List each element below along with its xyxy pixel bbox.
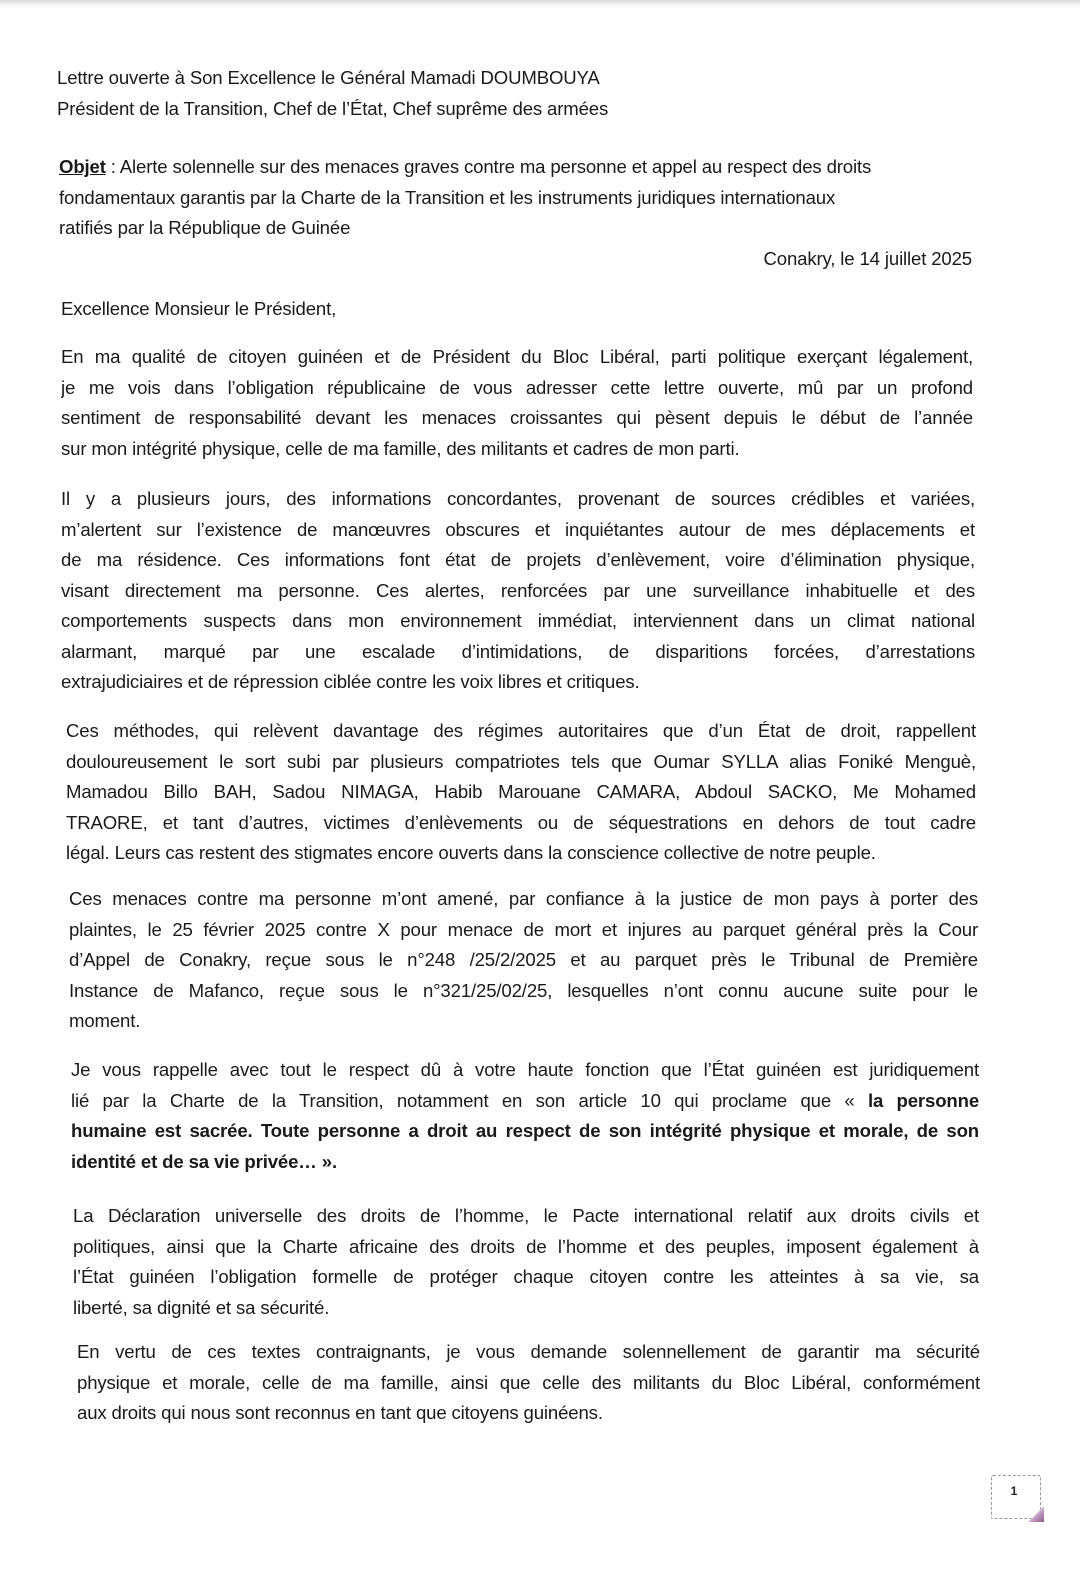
charter-quote: identité et de sa vie privée… ».: [71, 1150, 337, 1172]
paragraph-line: Je vous rappelle avec tout le respect dû à votre haute fonction que l’État guinéen est juridiquement: [71, 1059, 979, 1080]
paragraph-line: je me vois dans l’obligation républicaine de vous adresser cette lettre ouverte, mû par un profond: [61, 376, 973, 398]
paragraph-line: physique et morale, celle de ma famille, ainsi que celle des militants du Bloc Libéral, conformément: [77, 1371, 980, 1393]
subject-block: [59, 152, 979, 244]
paragraph-line: Ces menaces contre ma personne m’ont amené, par confiance à la justice de mon pays à porter des: [69, 888, 978, 909]
paragraph-text: lié par la Charte de la Transition, notamment en son article 10 qui proclame que «: [71, 1089, 868, 1111]
paragraph-6: [73, 1201, 979, 1323]
paragraph-line: sur mon intégrité physique, celle de ma famille, des militants et cadres de mon parti.: [61, 437, 740, 459]
paragraph-line: comportements suspects dans mon environnement immédiat, interviennent dans un climat national: [61, 610, 975, 631]
paragraph-line: TRAORE, et tant d’autres, victimes d’enlèvements ou de séquestrations en dehors de tout cadre: [66, 811, 976, 833]
paragraph-line: En ma qualité de citoyen guinéen et de Président du Bloc Libéral, parti politique exerçant légalement,: [61, 346, 973, 367]
subject-label: Objet: [59, 156, 106, 177]
subject-line-1: [59, 152, 979, 183]
paragraph-line: moment.: [69, 1010, 141, 1031]
paragraph-line: [71, 1086, 979, 1117]
paragraph-2: [61, 484, 975, 698]
place-date-text: Conakry, le 14 juillet 2025: [763, 248, 972, 269]
paragraph-line: sentiment de responsabilité devant les menaces croissantes qui pèsent depuis le début de l’année: [61, 407, 973, 428]
paragraph-line: politiques, ainsi que la Charte africaine des droits de l’homme et des peuples, imposent également à: [73, 1235, 979, 1257]
paragraph-line: Mamadou Billo BAH, Sadou NIMAGA, Habib Marouane CAMARA, Abdoul SACKO, Me Mohamed: [66, 781, 976, 802]
paragraph-line: liberté, sa dignité et sa sécurité.: [73, 1296, 330, 1318]
paragraph-4: [69, 884, 978, 1037]
paragraph-line: aux droits qui nous sont reconnus en tant que citoyens guinéens.: [77, 1402, 603, 1423]
paragraph-line: alarmant, marqué par une escalade d’intimidations, de disparitions forcées, d’arrestations: [61, 640, 975, 662]
paragraph-3: [66, 716, 976, 869]
paragraph-line: légal. Leurs cas restent des stigmates encore ouverts dans la conscience collective de notre peuple.: [66, 842, 876, 863]
paragraph-line: l’État guinéen l’obligation formelle de protéger chaque citoyen contre les atteintes à sa vie, sa: [73, 1266, 979, 1287]
salutation-text: Excellence Monsieur le Président,: [61, 298, 337, 319]
page-number-box: [991, 1475, 1041, 1519]
paragraph-line: Il y a plusieurs jours, des informations concordantes, provenant de sources crédibles et variées,: [61, 488, 975, 509]
paragraph-line: de ma résidence. Ces informations font état de projets d’enlèvement, voire d’élimination physique,: [61, 549, 975, 570]
addressee-line-1: Lettre ouverte à Son Excellence le Général Mamadi DOUMBOUYA: [57, 67, 600, 88]
paragraph-line: visant directement ma personne. Ces alertes, renforcées par une surveillance inhabituelle et des: [61, 579, 975, 601]
paragraph-line: extrajudiciaires et de répression ciblée contre les voix libres et critiques.: [61, 671, 640, 692]
paragraph-5: [71, 1055, 979, 1177]
subject-text-1: : Alerte solennelle sur des menaces graves contre ma personne et appel au respect des droits: [105, 156, 872, 177]
paragraph-line: douloureusement le sort subi par plusieurs compatriotes tels que Oumar SYLLA alias Foniké Menguè,: [66, 750, 976, 772]
paragraph-line: d’Appel de Conakry, reçue sous le n°248 /25/2/2025 et au parquet près le Tribunal de Première: [69, 949, 978, 970]
addressee-block: [57, 63, 757, 124]
paragraph-line: Ces méthodes, qui relèvent davantage des régimes autoritaires que d’un État de droit, rappellent: [66, 720, 976, 741]
subject-line-2: fondamentaux garantis par la Charte de la Transition et les instruments juridiques internationaux: [59, 186, 836, 208]
salutation: [61, 294, 661, 325]
paragraph-1: [61, 342, 973, 464]
place-date: [600, 244, 972, 275]
charter-quote: humaine est sacrée. Toute personne a droit au respect de son intégrité physique et morale, de son: [71, 1120, 979, 1141]
paragraph-7: [77, 1337, 980, 1429]
subject-line-3: ratifiés par la République de Guinée: [59, 217, 351, 238]
charter-quote: la personne: [867, 1089, 979, 1111]
paragraph-line: Instance de Mafanco, reçue sous le n°321/25/02/25, lesquelles n’ont connu aucune suite pour le: [69, 979, 978, 1001]
paragraph-line: En vertu de ces textes contraignants, je vous demande solennellement de garantir ma sécurité: [77, 1341, 980, 1362]
paragraph-line: plaintes, le 25 février 2025 contre X pour menace de mort et injures au parquet général près la Cour: [69, 918, 978, 940]
paragraph-line: La Déclaration universelle des droits de l’homme, le Pacte international relatif aux droits civils et: [73, 1205, 979, 1226]
page-curl-icon: [1028, 1506, 1044, 1522]
paragraph-line: m’alertent sur l’existence de manœuvres obscures et inquiétantes autour de mes déplacements et: [61, 518, 975, 540]
addressee-line-2: Président de la Transition, Chef de l’État, Chef suprême des armées: [57, 97, 609, 119]
page-number: 1: [1010, 1484, 1018, 1498]
